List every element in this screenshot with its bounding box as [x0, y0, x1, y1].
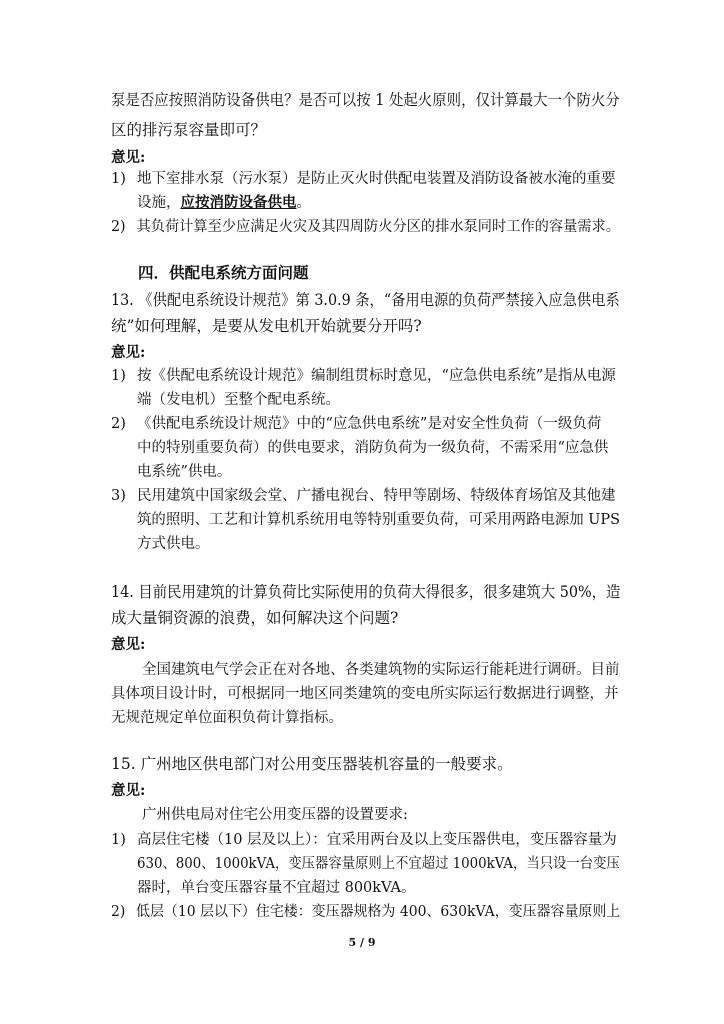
- list-number: 3): [111, 488, 126, 504]
- list-item: [111, 486, 616, 506]
- list-text: 民用建筑中国家级会堂、广播电视台、特甲等剧场、特级体育场馆及其他建: [137, 488, 616, 504]
- list-number: 1): [111, 171, 126, 187]
- question-text: 泵是否应按照消防设备供电？是否可以按 1 处起火原则，仅计算最大一个防火分: [111, 91, 620, 109]
- list-text: 中的特别重要负荷）的供电要求，消防负荷为一级负荷，不需采用“应急供: [137, 440, 609, 456]
- opinion-label: 意见:: [111, 782, 146, 799]
- section-heading: 四．供配电系统方面问题: [138, 264, 309, 282]
- paragraph-text: 具体项目设计时，可根据同一地区同类建筑的变电所实际运行数据进行调整，并: [111, 686, 619, 702]
- list-item: [111, 902, 620, 922]
- paragraph-text: 广州供电局对住宅公用变压器的设置要求:: [142, 807, 408, 823]
- list-item-continuation: [137, 193, 311, 213]
- question-text: 13. 《供配电系统设计规范》第 3.0.9 条，“备用电源的负荷严禁接入应急供电系: [111, 291, 620, 309]
- list-text: 《供配电系统设计规范》中的“应急供电系统”是对安全性负荷（一级负荷: [137, 416, 602, 432]
- list-text: 低层（10 层以下）住宅楼：变压器规格为 400、630kVA，变压器容量原则上: [136, 904, 621, 920]
- list-item: [111, 830, 617, 850]
- question-text: 14. 目前民用建筑的计算负荷比实际使用的负荷大得很多，很多建筑大 50%，造: [111, 583, 621, 601]
- list-number: 1): [111, 832, 126, 848]
- list-text: 设施，: [137, 195, 181, 211]
- paragraph-text: 无规范规定单位面积负荷计算指标。: [111, 710, 343, 726]
- opinion-label: 意见:: [111, 149, 146, 166]
- opinion-label: 意见:: [111, 344, 146, 361]
- list-number: 2): [111, 416, 126, 432]
- question-text: 区的排污泵容量即可？: [111, 121, 267, 139]
- list-text: 其负荷计算至少应满足火灾及其四周防火分区的排水泵同时工作的容量需求。: [136, 219, 620, 235]
- list-item: [111, 414, 601, 434]
- question-text: 成大量铜资源的浪费，如何解决这个问题?: [111, 609, 399, 627]
- emphasis-text: 应按消防设备供电: [180, 194, 297, 211]
- page-number: 5 / 9: [348, 936, 376, 949]
- paragraph-text: 全国建筑电气学会正在对各地、各类建筑物的实际运行能耗进行调研。目前: [142, 662, 620, 678]
- list-text: 630、800、1000kVA，变压器容量原则上不宜超过 1000kVA，当只设一台变压: [137, 856, 620, 872]
- list-item: [111, 169, 616, 189]
- question-text: 15. 广州地区供电部门对公用变压器装机容量的一般要求。: [111, 755, 513, 773]
- list-number: 2): [111, 904, 126, 920]
- list-text: 方式供电。: [137, 536, 210, 552]
- list-text: 地下室排水泵（污水泵）是防止灭火时供配电装置及消防设备被水淹的重要: [137, 171, 616, 187]
- opinion-label: 意见:: [111, 636, 146, 653]
- list-number: 1): [111, 368, 126, 384]
- list-item: [111, 217, 620, 237]
- list-number: 2): [111, 219, 126, 235]
- list-text: 电系统”供电。: [137, 464, 232, 480]
- list-item: [111, 366, 616, 386]
- list-text: 按《供配电系统设计规范》编制组贯标时意见，“应急供电系统”是指从电源: [137, 368, 616, 384]
- list-text: 高层住宅楼（10 层及以上）：宜采用两台及以上变压器供电，变压器容量为: [137, 832, 617, 848]
- list-text: 筑的照明、工艺和计算机系统用电等特别重要负荷，可采用两路电源加 UPS: [137, 512, 621, 528]
- list-text: 端（发电机）至整个配电系统。: [137, 392, 340, 408]
- list-text: 器时，单台变压器容量不宜超过 800kVA。: [137, 880, 416, 896]
- question-text: 统”如何理解，是要从发电机开始就要分开吗?: [111, 317, 422, 335]
- list-text: 。: [296, 195, 311, 211]
